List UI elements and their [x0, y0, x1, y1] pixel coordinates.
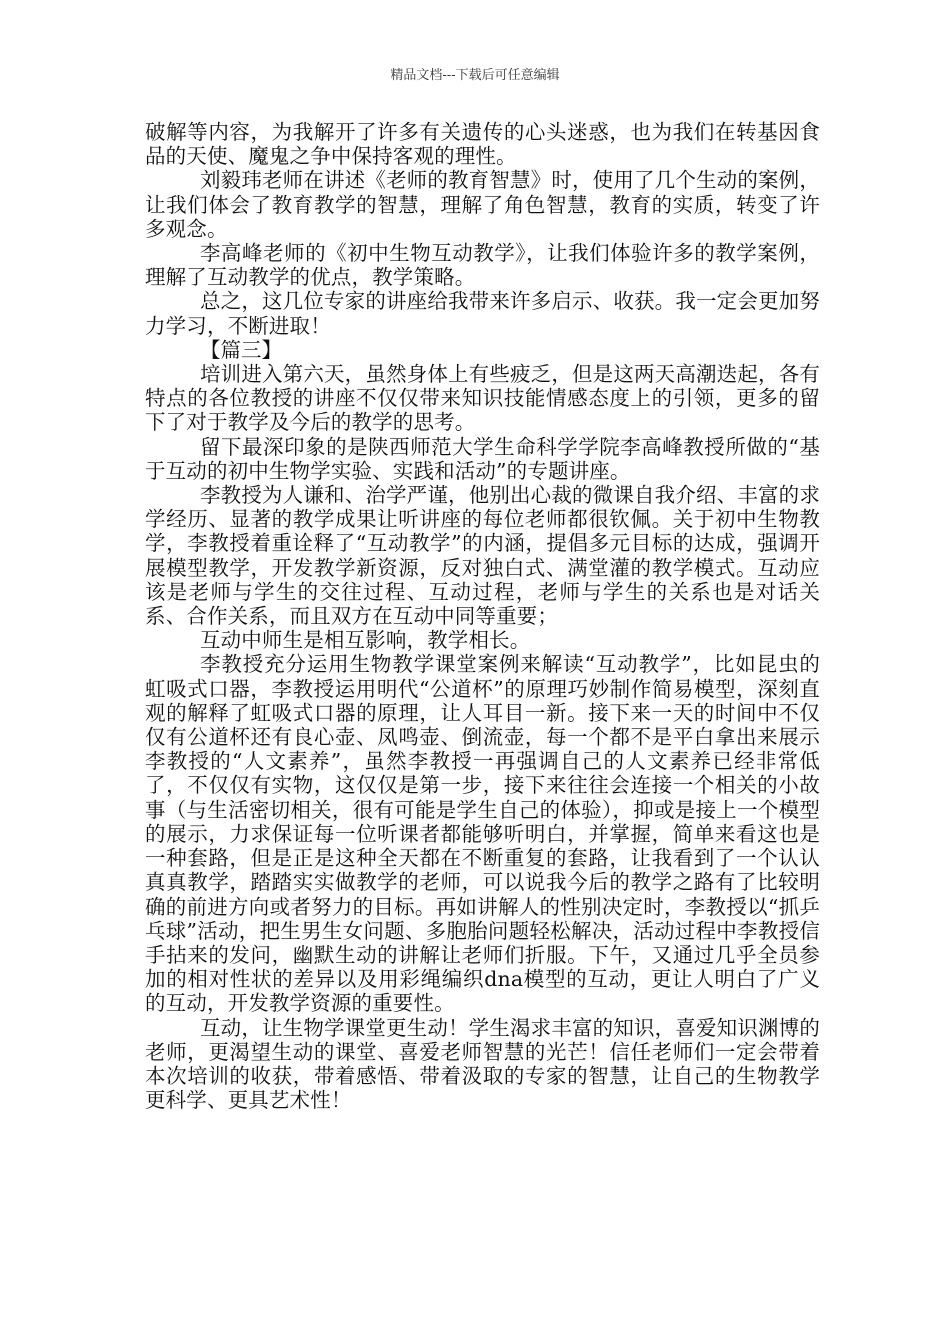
section-title: 【篇三】 [200, 337, 282, 362]
paragraph-1: 破解等内容，为我解开了许多有关遗传的心头迷惑，也为我们在转基因食品的天使、魔鬼之争中保持客观的理性。 [145, 120, 820, 169]
section-paragraph-1: 培训进入第六天，虽然身体上有些疲乏，但是这两天高潮迭起，各有特点的各位教授的讲座不仅仅带来知识技能情感态度上的引领，更多的留下了对于教学及今后的教学的思考。 [145, 362, 820, 435]
section-paragraph-2: 留下最深印象的是陕西师范大学生命科学学院李高峰教授所做的“基于互动的初中生物学实验、实践和活动”的专题讲座。 [145, 434, 820, 483]
paragraph-2: 刘毅玮老师在讲述《老师的教育智慧》时，使用了几个生动的案例，让我们体会了教育教学的智慧，理解了角色智慧，教育的实质，转变了许多观念。 [145, 168, 820, 241]
page-header: 精品文档---下载后可任意编辑 [390, 68, 560, 83]
document-body [145, 120, 820, 1112]
section-paragraph-5: 李教授充分运用生物教学课堂案例来解读“互动教学”，比如昆虫的虹吸式口器，李教授运用明代“公道杯”的原理巧妙制作简易模型，深刻直观的解释了虹吸式口器的原理，让人耳目一新。接下来一天的时间中不仅仅有公道杯还有良心壶、凤鸣壶、倒流壶，每一个都不是平白拿出来展示李教授的“人文素养”，虽然李教授一再强调自己的人文素养已经非常低了，不仅仅有实物，这仅仅是第一步，接下来往往会连接一个相关的小故事（与生活密切相关，很有可能是学生自己的体验），抑或是接上一个模型的展示，力求保证每一位听课者都能够听明白，并掌握，简单来看这也是一种套路，但是正是这种全天都在不断重复的套路，让我看到了一个认认真真教学，踏踏实实做教学的老师，可以说我今后的教学之路有了比较明确的前进方向或者努力的目标。再如讲解人的性别决定时，李教授以“抓乒乓球”活动，把生男生女问题、多胞胎问题轻松解决，活动过程中李教授信手拈来的发问，幽默生动的讲解让老师们折服。下午，又通过几乎全员参加的相对性状的差异以及用彩绳编织dna模型的互动，更让人明白了广义的互动，开发教学资源的重要性。 [145, 652, 820, 1016]
section-paragraph-6: 互动，让生物学课堂更生动！学生渴求丰富的知识，喜爱知识渊博的老师，更渴望生动的课堂、喜爱老师智慧的光芒！信任老师们一定会带着本次培训的收获，带着感悟、带着汲取的专家的智慧，让自己的生物教学更科学、更具艺术性！ [145, 1015, 820, 1113]
section-paragraph-4: 互动中师生是相互影响，教学相长。 [200, 628, 531, 653]
section-paragraph-3: 李教授为人谦和、治学严谨，他别出心裁的微课自我介绍、丰富的求学经历、显著的教学成果让听讲座的每位老师都很钦佩。关于初中生物教学，李教授着重诠释了“互动教学”的内涵，提倡多元目标的达成，强调开展模型教学，开发教学新资源，反对独白式、满堂灌的教学模式。互动应该是老师与学生的交往过程、互动过程，老师与学生的关系也是对话关系、合作关系，而且双方在互动中同等重要； [145, 483, 820, 629]
paragraph-4: 总之，这几位专家的讲座给我带来许多启示、收获。我一定会更加努力学习，不断进取！ [145, 289, 820, 338]
paragraph-3: 李高峰老师的《初中生物互动教学》，让我们体验许多的教学案例，理解了互动教学的优点，教学策略。 [145, 241, 820, 290]
